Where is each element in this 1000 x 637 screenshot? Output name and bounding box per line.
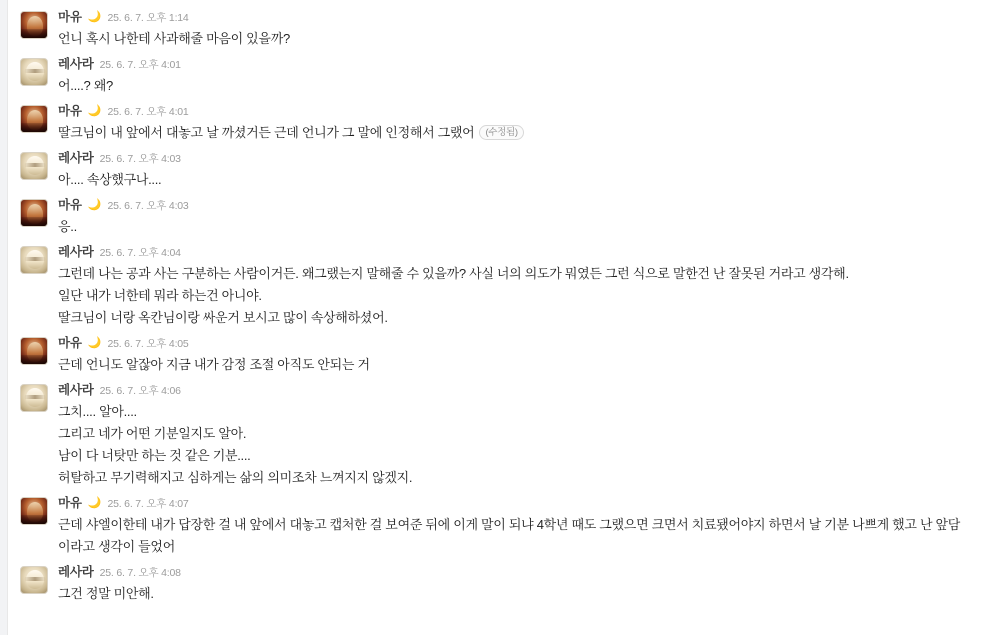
message-timestamp: 25. 6. 7. 오후 4:01 [99, 59, 181, 71]
message-text-content: 이라고 생각이 들었어 [58, 539, 175, 554]
message-text-content: 근데 언니도 알잖아 지금 내가 감정 조절 아직도 안되는 거 [58, 357, 370, 372]
message-text-content: 그런데 나는 공과 사는 구분하는 사람이거든. 왜그랬는지 말해줄 수 있을까? 사실 너의 의도가 뭐였든 그런 식으로 말한건 난 잘못된 거라고 생각해. [58, 266, 849, 281]
message-text [58, 285, 990, 307]
message-timestamp: 25. 6. 7. 오후 4:08 [99, 567, 181, 579]
message-text [58, 75, 990, 97]
moon-icon: 🌙 [87, 199, 102, 211]
message-meta [58, 564, 990, 581]
avatar[interactable] [20, 497, 48, 525]
message-body [56, 56, 990, 97]
message-text-content: 어....? 왜? [58, 78, 113, 93]
message-text-content: 언니 혹시 나한테 사과해줄 마음이 있을까? [58, 31, 290, 46]
message-body [56, 197, 990, 238]
chat-message[interactable] [8, 6, 1000, 53]
chat-message[interactable] [8, 53, 1000, 100]
moon-icon: 🌙 [87, 497, 102, 509]
message-text-content: 딸크님이 내 앞에서 대놓고 날 까셨거든 근데 언니가 그 말에 인정해서 그랬어 [58, 125, 475, 140]
author-name[interactable]: 마유 [58, 104, 82, 118]
message-text-content: 일단 내가 너한테 뭐라 하는건 아니야. [58, 288, 262, 303]
avatar[interactable] [20, 337, 48, 365]
message-text [58, 263, 990, 285]
message-meta [58, 150, 990, 167]
author-name[interactable]: 마유 [58, 496, 82, 510]
message-text [58, 122, 990, 144]
message-text-content: 근데 샤엘이한테 내가 답장한 걸 내 앞에서 대놓고 캡처한 걸 보여준 뒤에 이게 말이 되냐 4학년 때도 그랬으면 크면서 치료됐어야지 하면서 날 기분 나쁘게 했고 난 앞담 [58, 517, 961, 532]
avatar-slot [12, 9, 56, 39]
message-timestamp: 25. 6. 7. 오후 4:01 [107, 106, 189, 118]
message-text-content: 그건 정말 미안해. [58, 586, 154, 601]
message-text [58, 401, 990, 423]
message-body [56, 244, 990, 329]
avatar-slot [12, 244, 56, 274]
chat-message[interactable] [8, 194, 1000, 241]
message-text-content: 허탈하고 무기력해지고 심하게는 삶의 의미조차 느껴지지 않겠지. [58, 470, 413, 485]
message-meta [58, 56, 990, 73]
message-meta [58, 9, 990, 26]
moon-icon: 🌙 [87, 337, 102, 349]
message-text [58, 583, 990, 605]
message-body [56, 382, 990, 489]
avatar[interactable] [20, 246, 48, 274]
avatar-slot [12, 564, 56, 594]
message-body [56, 495, 990, 558]
moon-icon: 🌙 [87, 105, 102, 117]
avatar-slot [12, 56, 56, 86]
avatar-slot [12, 103, 56, 133]
avatar-slot [12, 335, 56, 365]
author-name[interactable]: 레사라 [58, 565, 94, 579]
chat-message[interactable] [8, 379, 1000, 492]
chat-message[interactable] [8, 492, 1000, 561]
chat-message[interactable] [8, 332, 1000, 379]
avatar[interactable] [20, 199, 48, 227]
author-name[interactable]: 마유 [58, 336, 82, 350]
message-meta [58, 197, 990, 214]
message-body [56, 9, 990, 50]
message-meta [58, 382, 990, 399]
message-text [58, 216, 990, 238]
author-name[interactable]: 레사라 [58, 57, 94, 71]
message-text [58, 514, 990, 536]
chat-message[interactable] [8, 241, 1000, 332]
message-text-content: 그리고 네가 어떤 기분일지도 알아. [58, 426, 247, 441]
left-rail [0, 0, 8, 637]
message-list[interactable] [8, 0, 1000, 637]
message-text [58, 307, 990, 329]
message-text-content: 응.. [58, 219, 77, 234]
message-text [58, 445, 990, 467]
avatar-slot [12, 382, 56, 412]
chat-message[interactable] [8, 147, 1000, 194]
message-text [58, 467, 990, 489]
avatar[interactable] [20, 105, 48, 133]
moon-icon: 🌙 [87, 11, 102, 23]
edited-badge: (수정됨) [479, 125, 523, 140]
author-name[interactable]: 마유 [58, 10, 82, 24]
author-name[interactable]: 마유 [58, 198, 82, 212]
message-body [56, 564, 990, 605]
message-meta [58, 103, 990, 120]
message-timestamp: 25. 6. 7. 오후 4:06 [99, 385, 181, 397]
message-meta [58, 244, 990, 261]
message-text [58, 536, 990, 558]
message-text-content: 그치.... 알아.... [58, 404, 137, 419]
message-text [58, 354, 990, 376]
message-text [58, 423, 990, 445]
chat-message[interactable] [8, 561, 1000, 608]
avatar[interactable] [20, 152, 48, 180]
avatar[interactable] [20, 566, 48, 594]
message-text [58, 28, 990, 50]
message-timestamp: 25. 6. 7. 오후 4:07 [107, 498, 189, 510]
message-timestamp: 25. 6. 7. 오후 4:03 [107, 200, 189, 212]
author-name[interactable]: 레사라 [58, 245, 94, 259]
chat-message[interactable] [8, 100, 1000, 147]
avatar-slot [12, 495, 56, 525]
message-meta [58, 495, 990, 512]
message-timestamp: 25. 6. 7. 오후 4:03 [99, 153, 181, 165]
avatar[interactable] [20, 11, 48, 39]
avatar[interactable] [20, 384, 48, 412]
author-name[interactable]: 레사라 [58, 151, 94, 165]
message-body [56, 335, 990, 376]
avatar[interactable] [20, 58, 48, 86]
message-timestamp: 25. 6. 7. 오후 1:14 [107, 12, 189, 24]
message-timestamp: 25. 6. 7. 오후 4:04 [99, 247, 181, 259]
message-body [56, 150, 990, 191]
message-text-content: 남이 다 너탓만 하는 것 같은 기분.... [58, 448, 251, 463]
message-text-content: 아.... 속상했구나.... [58, 172, 162, 187]
author-name[interactable]: 레사라 [58, 383, 94, 397]
avatar-slot [12, 197, 56, 227]
message-text [58, 169, 990, 191]
avatar-slot [12, 150, 56, 180]
message-text-content: 딸크님이 너랑 옥칸님이랑 싸운거 보시고 많이 속상해하셨어. [58, 310, 388, 325]
message-meta [58, 335, 990, 352]
message-body [56, 103, 990, 144]
message-timestamp: 25. 6. 7. 오후 4:05 [107, 338, 189, 350]
